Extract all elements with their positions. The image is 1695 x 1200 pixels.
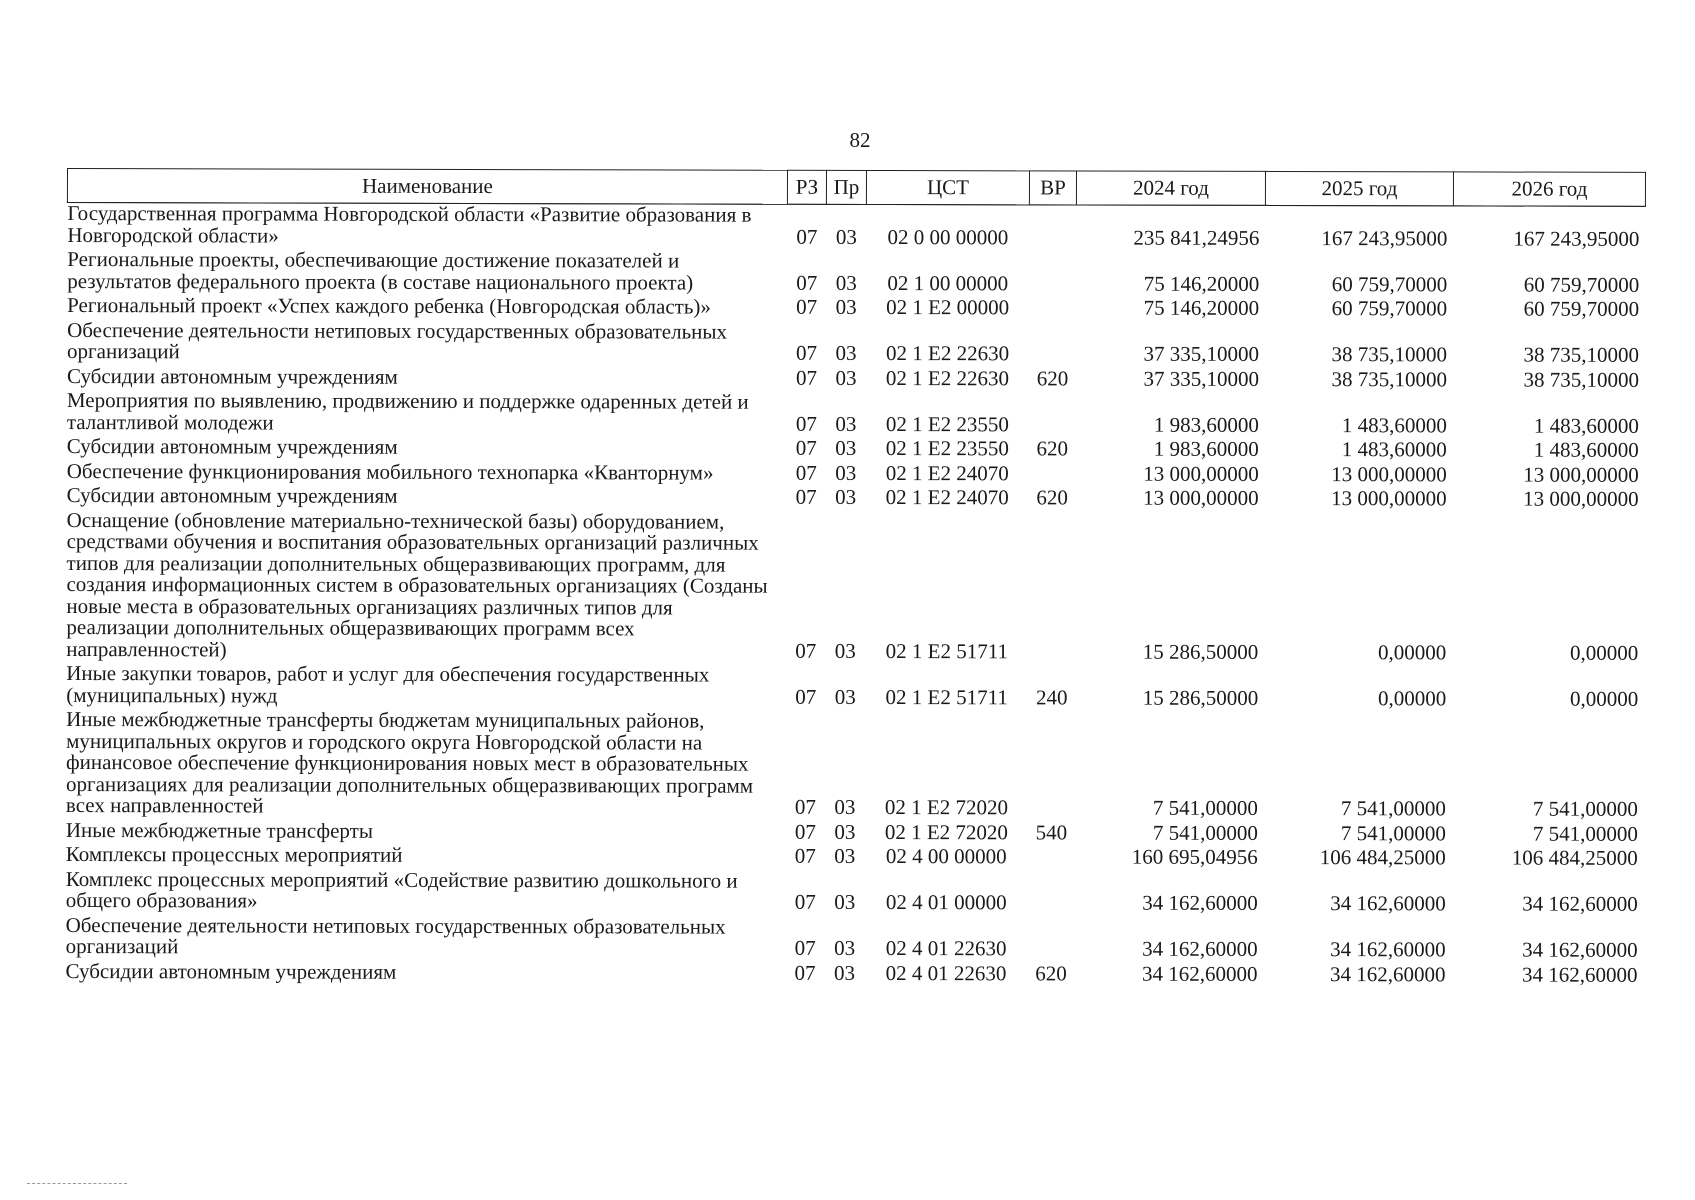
budget-table (65, 168, 1646, 989)
row-amount-2025: 38 735,10000 (1331, 366, 1448, 391)
table-row (67, 249, 1645, 299)
row-amount-2026: 0,00000 (1570, 640, 1639, 665)
row-amount-2026: 7 541,00000 (1532, 821, 1638, 846)
row-amount-2024: 37 335,10000 (1143, 341, 1260, 366)
row-rz: 07 (796, 224, 818, 249)
row-name: Комплексы процессных мероприятий (65, 841, 403, 867)
header-pr: Пр (826, 170, 866, 204)
row-amount-2024: 7 541,00000 (1152, 820, 1258, 845)
row-vr (1029, 297, 1076, 322)
row-pr: 03 (834, 960, 856, 985)
row-vr: 620 (1036, 436, 1069, 461)
row-pr: 03 (834, 638, 856, 663)
row-cst: 02 1 E2 24070 (885, 485, 1009, 510)
row-amount-2024: 34 162,60000 (1142, 936, 1258, 961)
row-vr (1028, 846, 1075, 871)
row-pr: 03 (835, 435, 857, 460)
row-rz: 07 (796, 294, 818, 319)
table-row (66, 663, 1644, 713)
row-pr: 03 (835, 484, 857, 509)
row-amount-2024: 7 541,00000 (1152, 795, 1258, 820)
row-name: Государственная программа Новгородской области «Развитие образования в Новгородской области» (67, 201, 752, 248)
row-amount-2026: 38 735,10000 (1523, 342, 1640, 367)
row-cst: 02 1 E2 72020 (884, 819, 1008, 844)
footer-rule (27, 1183, 127, 1184)
row-cst: 02 1 E2 23550 (885, 436, 1009, 461)
row-cst: 02 1 E2 24070 (885, 460, 1009, 485)
row-pr: 03 (835, 224, 857, 249)
table-row (67, 203, 1645, 253)
header-year-2026: 2026 год (1453, 172, 1645, 206)
row-amount-2024: 13 000,00000 (1143, 485, 1259, 510)
row-cst: 02 1 E2 72020 (884, 795, 1009, 820)
row-amount-2026: 0,00000 (1569, 686, 1639, 711)
row-amount-2025: 1 483,60000 (1341, 412, 1447, 437)
row-amount-2025: 7 541,00000 (1340, 796, 1446, 821)
row-pr: 03 (834, 889, 856, 914)
row-rz: 07 (795, 638, 817, 663)
row-amount-2025: 13 000,00000 (1331, 461, 1447, 486)
row-pr: 03 (834, 935, 856, 960)
row-cst: 02 1 E2 23550 (885, 411, 1009, 436)
header-cst: ЦСТ (866, 170, 1029, 204)
row-amount-2024: 75 146,20000 (1143, 295, 1260, 320)
row-amount-2024: 34 162,60000 (1142, 961, 1258, 986)
row-name: Региональный проект «Успех каждого ребенка (Новгородская область)» (67, 293, 711, 319)
row-amount-2026: 106 484,25000 (1511, 845, 1638, 870)
table-row (66, 914, 1644, 964)
row-amount-2026: 34 162,60000 (1522, 891, 1638, 916)
row-vr (1028, 871, 1075, 917)
row-amount-2025: 38 735,10000 (1331, 342, 1448, 367)
row-pr: 03 (835, 340, 857, 365)
row-rz: 07 (795, 435, 817, 460)
row-amount-2025: 60 759,70000 (1331, 296, 1448, 321)
row-amount-2026: 60 759,70000 (1523, 296, 1640, 321)
row-vr: 620 (1035, 960, 1067, 985)
row-amount-2025: 7 541,00000 (1340, 820, 1446, 845)
row-amount-2025: 34 162,60000 (1330, 891, 1446, 916)
row-cst: 02 1 E2 51711 (885, 638, 1009, 663)
row-cst: 02 0 00 00000 (887, 224, 1009, 249)
row-name: Субсидии автономным учреждениям (66, 483, 398, 508)
row-rz: 07 (795, 684, 817, 709)
row-name: Иные межбюджетные трансферты (65, 817, 373, 843)
row-amount-2025: 0,00000 (1378, 639, 1447, 664)
row-pr: 03 (835, 294, 857, 319)
row-amount-2025: 106 484,25000 (1319, 845, 1446, 870)
row-vr (1029, 251, 1076, 297)
row-amount-2026: 34 162,60000 (1522, 962, 1638, 987)
row-vr (1029, 463, 1076, 488)
row-pr: 03 (834, 794, 856, 819)
row-name: Обеспечение функционирования мобильного технопарка «Кванторнум» (66, 458, 714, 485)
row-amount-2025: 1 483,60000 (1341, 437, 1447, 462)
row-cst: 02 1 00 00000 (887, 270, 1009, 295)
row-rz: 07 (796, 270, 818, 295)
row-rz: 07 (795, 484, 817, 509)
row-rz: 07 (794, 935, 816, 960)
row-cst: 02 1 E2 22630 (885, 365, 1010, 390)
row-rz: 07 (794, 819, 816, 844)
row-pr: 03 (835, 365, 857, 390)
row-vr (1028, 917, 1075, 963)
row-cst: 02 4 00 00000 (885, 844, 1007, 869)
row-vr (1029, 205, 1076, 252)
row-name: Комплекс процессных мероприятий «Содействие развитию дошкольного и общего образования» (65, 866, 738, 913)
table-row (66, 709, 1644, 823)
row-amount-2025: 34 162,60000 (1330, 937, 1446, 962)
table-row (66, 960, 1644, 988)
row-name: Обеспечение деятельности нетиповых государственных образовательных организаций (65, 912, 726, 959)
row-cst: 02 4 01 22630 (885, 960, 1007, 985)
row-name: Мероприятия по выявлению, продвижению и поддержке одаренных детей и талантливой молодежи (66, 388, 749, 435)
row-amount-2025: 34 162,60000 (1330, 961, 1446, 986)
row-amount-2026: 34 162,60000 (1522, 937, 1638, 962)
row-pr: 03 (834, 684, 856, 709)
row-amount-2024: 15 286,50000 (1142, 639, 1259, 664)
header-year-2024: 2024 год (1076, 171, 1265, 205)
row-amount-2024: 1 983,60000 (1153, 412, 1259, 437)
row-cst: 02 4 01 22630 (885, 936, 1007, 961)
row-cst: 02 1 E2 00000 (886, 295, 1010, 320)
table-row (67, 390, 1645, 440)
page-number: 82 (849, 128, 871, 152)
row-name: Иные межбюджетные трансферты бюджетам муниципальных районов, муниципальных округов и городского округа Новгородской области на финансовое обеспечение функционирования новых мест в образовательных организациях для реализации дополнительных общеразвивающих программ всех направленностей (65, 706, 754, 818)
row-name: Региональные проекты, обеспечивающие достижение показателей и результатов федерального проекта (в составе национального проекта) (67, 247, 694, 295)
row-pr: 03 (835, 460, 857, 485)
row-vr: 540 (1035, 819, 1068, 844)
row-amount-2025: 167 243,95000 (1321, 225, 1448, 250)
row-vr (1028, 711, 1075, 822)
row-cst: 02 4 01 00000 (885, 890, 1007, 915)
row-pr: 03 (834, 819, 856, 844)
row-rz: 07 (796, 340, 818, 365)
table-row (66, 510, 1644, 667)
table-body (66, 203, 1646, 989)
row-rz: 07 (794, 843, 816, 868)
row-rz: 07 (795, 365, 818, 390)
row-vr (1029, 322, 1076, 368)
row-name: Субсидии автономным учреждениям (66, 434, 398, 459)
table-row (66, 868, 1644, 918)
row-amount-2025: 0,00000 (1377, 685, 1447, 710)
row-amount-2026: 7 541,00000 (1532, 796, 1638, 821)
row-rz: 07 (795, 411, 817, 436)
row-rz: 07 (794, 889, 816, 914)
row-name: Оснащение (обновление материально-технической базы) оборудованием, средствами обучения и воспитания образовательных организаций различных типов для реализации дополнительных общеразвивающих программ, для создания информационных систем в образовательных организациях (Созданы новые места в образовательных организациях различных типов для реализации дополнительных общеразвивающих программ всех направленностей) (66, 507, 768, 661)
row-pr: 03 (835, 411, 857, 436)
row-amount-2024: 37 335,10000 (1143, 366, 1260, 391)
row-vr (1029, 392, 1076, 438)
row-amount-2024: 34 162,60000 (1142, 890, 1258, 915)
row-amount-2024: 160 695,04956 (1131, 844, 1258, 869)
row-amount-2024: 15 286,50000 (1142, 685, 1259, 710)
table-row (67, 320, 1645, 370)
row-vr: 620 (1036, 485, 1068, 510)
header-name: Наименование (67, 169, 787, 205)
row-amount-2024: 1 983,60000 (1153, 436, 1259, 461)
row-name: Субсидии автономным учреждениям (66, 363, 398, 389)
row-amount-2026: 13 000,00000 (1523, 486, 1639, 511)
row-cst: 02 1 E2 22630 (885, 341, 1010, 366)
row-pr: 03 (834, 843, 856, 868)
row-amount-2026: 1 483,60000 (1533, 437, 1639, 462)
row-name: Обеспечение деятельности нетиповых государственных образовательных организаций (67, 317, 728, 364)
row-amount-2024: 13 000,00000 (1143, 461, 1259, 486)
header-rz: РЗ (787, 170, 826, 204)
row-cst: 02 1 E2 51711 (885, 684, 1008, 709)
row-name: Субсидии автономным учреждениям (65, 958, 397, 984)
row-amount-2025: 13 000,00000 (1331, 486, 1447, 511)
row-amount-2026: 13 000,00000 (1523, 462, 1639, 487)
row-vr (1028, 512, 1075, 666)
row-amount-2024: 75 146,20000 (1143, 271, 1260, 296)
header-vr: ВР (1029, 171, 1076, 205)
row-vr: 620 (1036, 365, 1069, 390)
row-rz: 07 (795, 460, 817, 485)
row-vr: 240 (1035, 684, 1068, 709)
header-year-2025: 2025 год (1265, 171, 1453, 205)
row-rz: 07 (794, 960, 816, 985)
row-name: Иные закупки товаров, работ и услуг для обеспечения государственных (муниципальных) нужд (66, 660, 710, 708)
row-amount-2026: 167 243,95000 (1513, 226, 1640, 251)
row-amount-2025: 60 759,70000 (1331, 271, 1448, 296)
row-amount-2026: 38 735,10000 (1523, 367, 1640, 392)
row-amount-2026: 60 759,70000 (1523, 272, 1640, 297)
row-amount-2026: 1 483,60000 (1533, 413, 1639, 438)
row-rz: 07 (794, 794, 816, 819)
row-pr: 03 (835, 270, 857, 295)
row-amount-2024: 235 841,24956 (1133, 225, 1260, 250)
